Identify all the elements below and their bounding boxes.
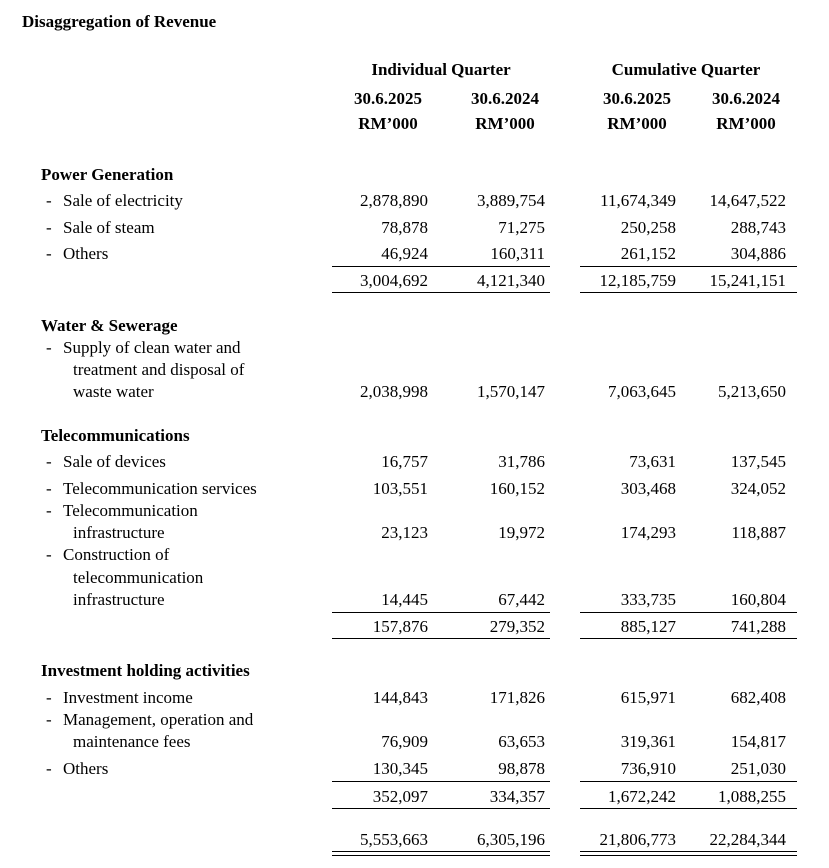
value-cell: 261,152 — [620, 244, 676, 263]
value-cell: 250,258 — [620, 218, 676, 237]
row-label: Others — [63, 244, 109, 263]
value-cell: 78,878 — [381, 218, 428, 237]
subtotal-rule — [580, 266, 797, 267]
bullet-dash: - — [46, 545, 52, 564]
row-label: telecommunication — [73, 568, 204, 587]
section-heading-power: Power Generation — [41, 165, 174, 184]
subtotal-rule — [580, 781, 797, 782]
value-cell: 1,570,147 — [477, 382, 545, 401]
date-header-3: 30.6.2025 — [603, 89, 671, 108]
subtotal-rule — [332, 638, 550, 639]
subtotal-cell: 3,004,692 — [360, 271, 428, 290]
value-cell: 7,063,645 — [608, 382, 676, 401]
row-label: infrastructure — [73, 523, 165, 542]
date-header-1: 30.6.2025 — [354, 89, 422, 108]
value-cell: 3,889,754 — [477, 191, 545, 210]
bullet-dash: - — [46, 244, 52, 263]
subtotal-cell: 15,241,151 — [709, 271, 786, 290]
value-cell: 16,757 — [381, 452, 428, 471]
subtotal-rule — [580, 638, 797, 639]
value-cell: 23,123 — [381, 523, 428, 542]
section-heading-investment: Investment holding activities — [41, 661, 250, 680]
subtotal-rule — [332, 612, 550, 613]
grand-total-double-rule — [580, 851, 797, 856]
row-label: Telecommunication — [63, 501, 198, 520]
value-cell: 251,030 — [730, 759, 786, 778]
value-cell: 46,924 — [381, 244, 428, 263]
value-cell: 130,345 — [372, 759, 428, 778]
bullet-dash: - — [46, 479, 52, 498]
value-cell: 137,545 — [730, 452, 786, 471]
value-cell: 67,442 — [498, 590, 545, 609]
subtotal-cell: 4,121,340 — [477, 271, 545, 290]
value-cell: 11,674,349 — [600, 191, 676, 210]
value-cell: 160,152 — [489, 479, 545, 498]
value-cell: 98,878 — [498, 759, 545, 778]
grand-total-cell: 6,305,196 — [477, 830, 545, 849]
bullet-dash: - — [46, 759, 52, 778]
subtotal-rule — [332, 292, 550, 293]
unit-header-1: RM’000 — [358, 114, 418, 133]
grand-total-cell: 5,553,663 — [360, 830, 428, 849]
row-label: Supply of clean water and — [63, 338, 241, 357]
grand-total-cell: 21,806,773 — [599, 830, 676, 849]
bullet-dash: - — [46, 501, 52, 520]
subtotal-cell: 1,088,255 — [718, 787, 786, 806]
subtotal-cell: 741,288 — [730, 617, 786, 636]
value-cell: 14,647,522 — [709, 191, 786, 210]
value-cell: 2,038,998 — [360, 382, 428, 401]
value-cell: 63,653 — [498, 732, 545, 751]
value-cell: 144,843 — [372, 688, 428, 707]
unit-header-2: RM’000 — [475, 114, 535, 133]
subtotal-rule — [580, 612, 797, 613]
subtotal-cell: 885,127 — [620, 617, 676, 636]
subtotal-rule — [332, 266, 550, 267]
value-cell: 324,052 — [730, 479, 786, 498]
row-label: Construction of — [63, 545, 170, 564]
value-cell: 103,551 — [372, 479, 428, 498]
subtotal-cell: 334,357 — [489, 787, 545, 806]
value-cell: 682,408 — [730, 688, 786, 707]
subtotal-rule — [580, 292, 797, 293]
value-cell: 160,311 — [490, 244, 545, 263]
grand-total-double-rule — [332, 851, 550, 856]
row-label: Sale of electricity — [63, 191, 183, 210]
value-cell: 5,213,650 — [718, 382, 786, 401]
value-cell: 174,293 — [620, 523, 676, 542]
bullet-dash: - — [46, 688, 52, 707]
bullet-dash: - — [46, 710, 52, 729]
grand-total-cell: 22,284,344 — [709, 830, 786, 849]
row-label: maintenance fees — [73, 732, 191, 751]
row-label: Management, operation and — [63, 710, 254, 729]
value-cell: 171,826 — [489, 688, 545, 707]
value-cell: 333,735 — [620, 590, 676, 609]
row-label: infrastructure — [73, 590, 165, 609]
bullet-dash: - — [46, 452, 52, 471]
unit-header-4: RM’000 — [716, 114, 776, 133]
bullet-dash: - — [46, 218, 52, 237]
row-label: Investment income — [63, 688, 193, 707]
unit-header-3: RM’000 — [607, 114, 667, 133]
row-label: treatment and disposal of — [73, 360, 245, 379]
value-cell: 160,804 — [730, 590, 786, 609]
value-cell: 118,887 — [731, 523, 786, 542]
value-cell: 31,786 — [498, 452, 545, 471]
section-heading-water: Water & Sewerage — [41, 316, 178, 335]
subtotal-cell: 12,185,759 — [599, 271, 676, 290]
row-label: Others — [63, 759, 109, 778]
row-label: waste water — [73, 382, 154, 401]
subtotal-cell: 157,876 — [372, 617, 428, 636]
bullet-dash: - — [46, 191, 52, 210]
value-cell: 71,275 — [498, 218, 545, 237]
row-label: Sale of devices — [63, 452, 166, 471]
value-cell: 615,971 — [620, 688, 676, 707]
subtotal-cell: 1,672,242 — [608, 787, 676, 806]
value-cell: 319,361 — [620, 732, 676, 751]
section-heading-telecom: Telecommunications — [41, 426, 190, 445]
subtotal-cell: 352,097 — [372, 787, 428, 806]
value-cell: 288,743 — [730, 218, 786, 237]
value-cell: 14,445 — [381, 590, 428, 609]
subtotal-rule — [332, 808, 550, 809]
individual-quarter-header: Individual Quarter — [371, 60, 511, 79]
subtotal-rule — [332, 781, 550, 782]
value-cell: 19,972 — [498, 523, 545, 542]
page-title: Disaggregation of Revenue — [22, 12, 217, 31]
value-cell: 303,468 — [620, 479, 676, 498]
row-label: Sale of steam — [63, 218, 155, 237]
value-cell: 76,909 — [381, 732, 428, 751]
date-header-4: 30.6.2024 — [712, 89, 780, 108]
cumulative-quarter-header: Cumulative Quarter — [611, 60, 761, 79]
subtotal-cell: 279,352 — [489, 617, 545, 636]
date-header-2: 30.6.2024 — [471, 89, 539, 108]
value-cell: 736,910 — [620, 759, 676, 778]
subtotal-rule — [580, 808, 797, 809]
value-cell: 73,631 — [629, 452, 676, 471]
value-cell: 304,886 — [730, 244, 786, 263]
row-label: Telecommunication services — [63, 479, 257, 498]
bullet-dash: - — [46, 338, 52, 357]
value-cell: 154,817 — [730, 732, 786, 751]
value-cell: 2,878,890 — [360, 191, 428, 210]
